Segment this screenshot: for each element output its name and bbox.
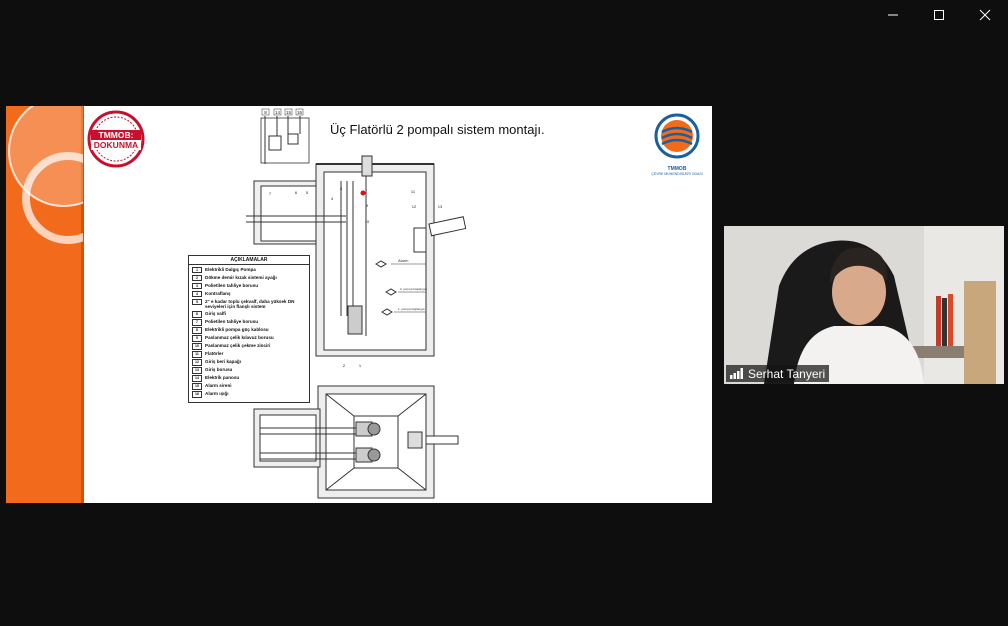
legend-item-text: Alarm ışığı [205, 391, 229, 397]
legend-item [189, 283, 309, 290]
legend-item-text: Elektrikli Dalgıç Pompa [205, 266, 256, 272]
legend-item-number: 2 [192, 275, 202, 282]
label-top-1: 8 [264, 110, 267, 115]
legend-item-text: Elektrikli pompa güç kablosu [205, 327, 269, 333]
legend-item-text: Kontraflanş [205, 290, 231, 296]
window-controls [870, 0, 1008, 30]
logo-caption2: ÇEVRE MÜHENDİSLERİ ODASI [651, 172, 703, 176]
participant-name-bar [726, 365, 829, 382]
legend-item [189, 327, 309, 334]
legend-item [189, 375, 309, 382]
pump1-level-label: 1. pompa başlangıcı [398, 307, 426, 311]
webcam-feed [724, 226, 1004, 384]
legend-item-text: 2" e kadar toplu çekvalf, daha yüksek DN seviyeleri için flanşlı sistem [205, 298, 295, 310]
legend-item-text: Paslanmaz çelik çekme zinciri [205, 343, 271, 349]
legend-item-number: 9 [192, 335, 202, 342]
legend-item-number: 13 [192, 367, 202, 374]
callout-12: 12 [411, 204, 417, 209]
close-icon [979, 9, 991, 21]
legend-item [189, 351, 309, 358]
legend-item [189, 383, 309, 390]
callout-9: 9 [365, 203, 369, 208]
legend-item-number: 12 [192, 359, 202, 366]
legend-item-number: 14 [192, 375, 202, 382]
legend-item [189, 335, 309, 342]
label-top-4: 16 [296, 110, 303, 115]
legend-heading: AÇIKLAMALAR [189, 256, 309, 265]
legend-item [189, 359, 309, 366]
legend-item [189, 311, 309, 318]
legend-item-text: Dökme demir kızak sistemi ayağı [205, 274, 277, 280]
callout-2: 2 [342, 363, 346, 368]
legend-item-number: 11 [192, 351, 202, 358]
legend-item [189, 319, 309, 326]
legend-item-text: Giriş borusu [205, 367, 233, 373]
legend-item [189, 343, 309, 350]
minimize-button[interactable] [870, 0, 916, 30]
logo-line1: TMMOB: [98, 130, 134, 140]
legend-item-text: Flatörler [205, 351, 224, 357]
legend-item-number: 4 [192, 291, 202, 298]
callout-3: 3 [339, 186, 343, 191]
signal-bars-icon [730, 368, 744, 379]
shared-slide [6, 106, 712, 503]
alarm-light [361, 191, 366, 196]
legend-item [189, 367, 309, 374]
maximize-button[interactable] [916, 0, 962, 30]
legend-item [189, 267, 309, 274]
close-button[interactable] [962, 0, 1008, 30]
legend-item-number: 5 [192, 299, 202, 306]
logo-line2: DOKUNMA [93, 140, 139, 150]
legend-item-number: 3 [192, 283, 202, 290]
legend-item-number: 7 [192, 319, 202, 326]
legend-item-text: Elektrik panosu [205, 375, 240, 381]
legend-item-text: Polietilen tahliye borusu [205, 282, 259, 288]
label-top-2: 14 [274, 110, 281, 115]
participant-name: Serhat Tanyeri [748, 366, 826, 381]
callout-5: 5 [305, 190, 309, 195]
slide-orange-band [6, 106, 83, 503]
legend-item-number: 10 [192, 343, 202, 350]
tmmob-logo [86, 110, 146, 168]
callout-4: 4 [330, 196, 334, 201]
minimize-icon [887, 9, 899, 21]
label-top-3: 15 [285, 110, 292, 115]
callout-1: 1 [358, 363, 362, 368]
slide-title: Üç Flatörlü 2 pompalı sistem montajı. [330, 122, 545, 137]
legend-item-text: Polietilen tahliye borusu [205, 319, 259, 325]
legend-item [189, 299, 309, 310]
logo-caption1: TMMOB [667, 166, 687, 172]
legend-item-number: 15 [192, 383, 202, 390]
cmo-logo [650, 112, 704, 174]
legend-table [188, 255, 310, 403]
decorative-rings [6, 106, 83, 503]
legend-item [189, 275, 309, 282]
legend-item-text: Giriş beri kapağı [205, 359, 241, 365]
legend-item [189, 291, 309, 298]
legend-item-number: 16 [192, 391, 202, 398]
callout-6: 6 [294, 190, 298, 195]
legend-item-number: 8 [192, 327, 202, 334]
callout-11: 11 [410, 189, 416, 194]
legend-item-text: Alarm sireni [205, 383, 232, 389]
callout-7: 7 [268, 191, 272, 196]
pump2-level-label: 2. pompa başlangıcı [400, 287, 428, 291]
legend-item [189, 391, 309, 398]
legend-item-text: Giriş valfi [205, 311, 226, 317]
legend-item-number: 1 [192, 267, 202, 274]
participant-video[interactable] [724, 226, 1004, 384]
legend-item-number: 6 [192, 311, 202, 318]
callout-13: 13 [437, 204, 443, 209]
callout-10: 10 [364, 219, 370, 224]
alarm-level-label: Alarm [398, 258, 409, 263]
legend-item-text: Paslanmaz çelik kılavuz borusu [205, 335, 274, 341]
maximize-icon [933, 9, 945, 21]
